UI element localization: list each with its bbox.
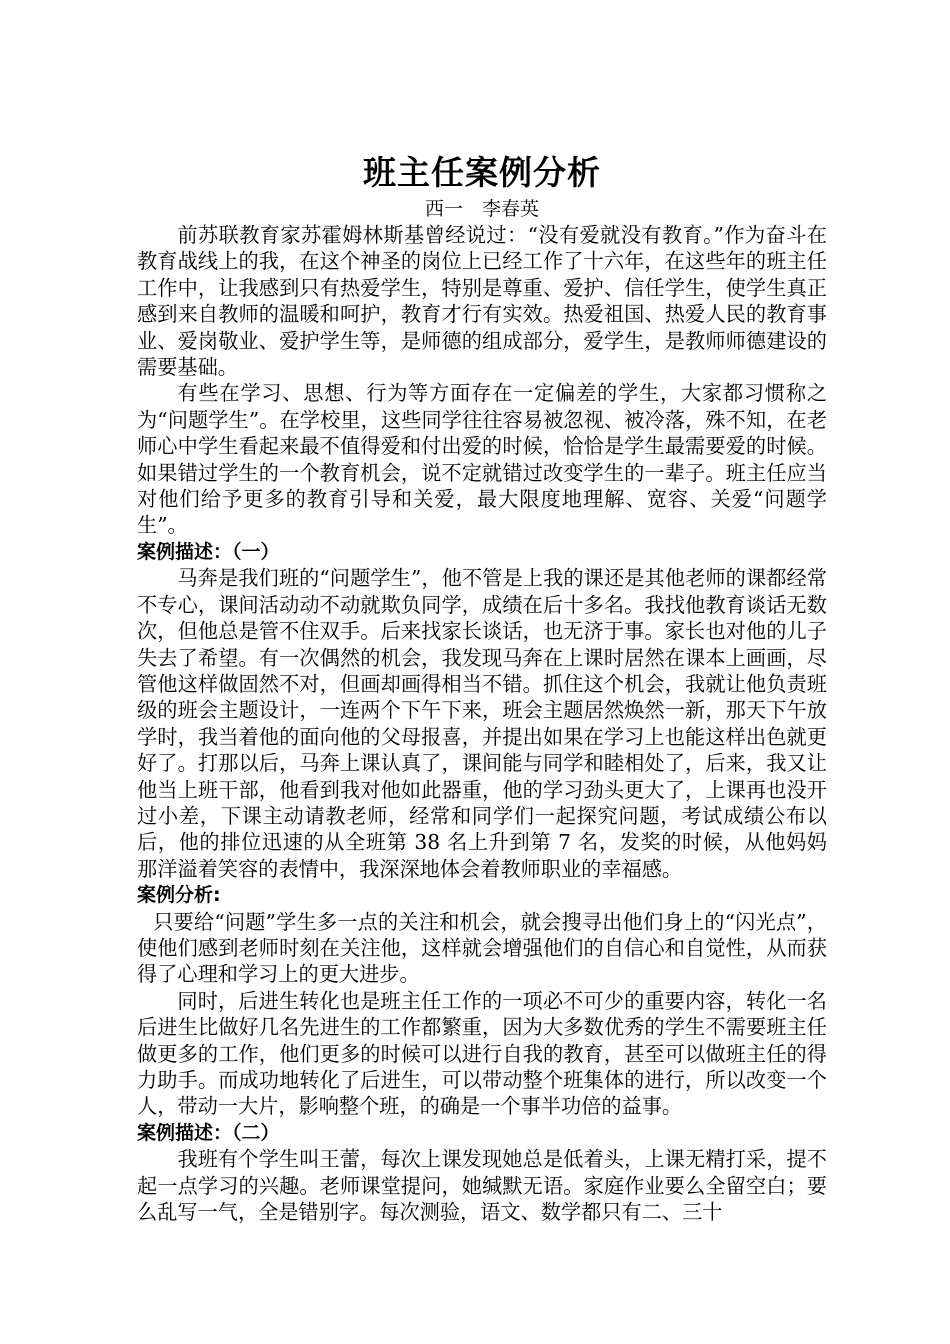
paragraph-analysis-2: 同时，后进生转化也是班主任工作的一项必不可少的重要内容，转化一名后进生比做好几名先进生的工作都繁重，因为大多数优秀的学生不需要班主任做更多的工作，他们更多的时候可以进行自我的教育，甚至可以做班主任的得力助手。而成功地转化了后进生，可以带动整个班集体的进行，所以改变一个人，带动一大片，影响整个班，的确是一个事半功倍的益事。 bbox=[137, 988, 827, 1119]
paragraph-case-1: 马奔是我们班的“问题学生”，他不管是上我的课还是其他老师的课都经常不专心，课间活动动不动就欺负同学，成绩在后十多名。我找他教育谈话无数次，但他总是管不住双手。后来找家长谈话，也无济于事。家长也对他的儿子失去了希望。有一次偶然的机会，我发现马奔在上课时居然在课本上画画，尽管他这样做固然不对，但画却画得相当不错。抓住这个机会，我就让他负责班级的班会主题设计，一连两个下午下来，班会主题居然焕然一新，那天下午放学时，我当着他的面向他的父母报喜，并提出如果在学习上也能这样出色就更好了。打那以后，马奔上课认真了，课间能与同学和睦相处了，后来，我又让他当上班干部，他看到我对他如此器重，他的学习劲头更大了，上课再也没开过小差，下课主动请教老师，经常和同学们一起探究问题，考试成绩公布以后，他的排位迅速的从全班第 38 名上升到第 7 名，发奖的时候，从他妈妈那洋溢着笑容的表情中，我深深地体会着教师职业的幸福感。 bbox=[137, 566, 827, 881]
section-heading-analysis: 案例分析: bbox=[137, 884, 221, 907]
document-page bbox=[137, 150, 827, 1225]
paragraph-case-2: 我班有个学生叫王蕾，每次上课发现她总是低着头，上课无精打采，提不起一点学习的兴趣。老师课堂提问，她缄默无语。家庭作业要么全留空白；要么乱写一气，全是错别字。每次测验，语文、数学都只有二、三十 bbox=[137, 1147, 827, 1225]
section-heading-case-2: 案例描述：（二） bbox=[137, 1121, 280, 1144]
paragraph-intro-2: 有些在学习、思想、行为等方面存在一定偏差的学生，大家都习惯称之为“问题学生”。在学校里，这些同学往往容易被忽视、被冷落，殊不知，在老师心中学生看起来最不值得爱和付出爱的时候，恰恰是学生最需要爱的时候。如果错过学生的一个教育机会，说不定就错过改变学生的一辈子。班主任应当对他们给予更多的教育引导和关爱，最大限度地理解、宽容、关爱“问题学生”。 bbox=[137, 381, 827, 538]
author-line: 西一 李春英 bbox=[424, 198, 539, 220]
paragraph-intro-1: 前苏联教育家苏霍姆林斯基曾经说过：“没有爱就没有教育。”作为奋斗在教育战线上的我，在这个神圣的岗位上已经工作了十六年，在这些年的班主任工作中，让我感到只有热爱学生，特别是尊重、爱护、信任学生，使学生真正感到来自教师的温暖和呵护，教育才行有实效。热爱祖国、热爱人民的教育事业、爱岗敬业、爱护学生等，是师德的组成部分，爱学生，是教师师德建设的需要基础。 bbox=[137, 223, 827, 380]
section-heading-case-1: 案例描述：（一） bbox=[137, 540, 280, 563]
document-title: 班主任案例分析 bbox=[363, 153, 601, 192]
paragraph-analysis-1: 只要给“问题”学生多一点的关注和机会，就会搜寻出他们身上的“闪光点”，使他们感到老师时刻在关注他，这样就会增强他们的自信心和自觉性，从而获得了心理和学习上的更大进步。 bbox=[137, 909, 827, 987]
